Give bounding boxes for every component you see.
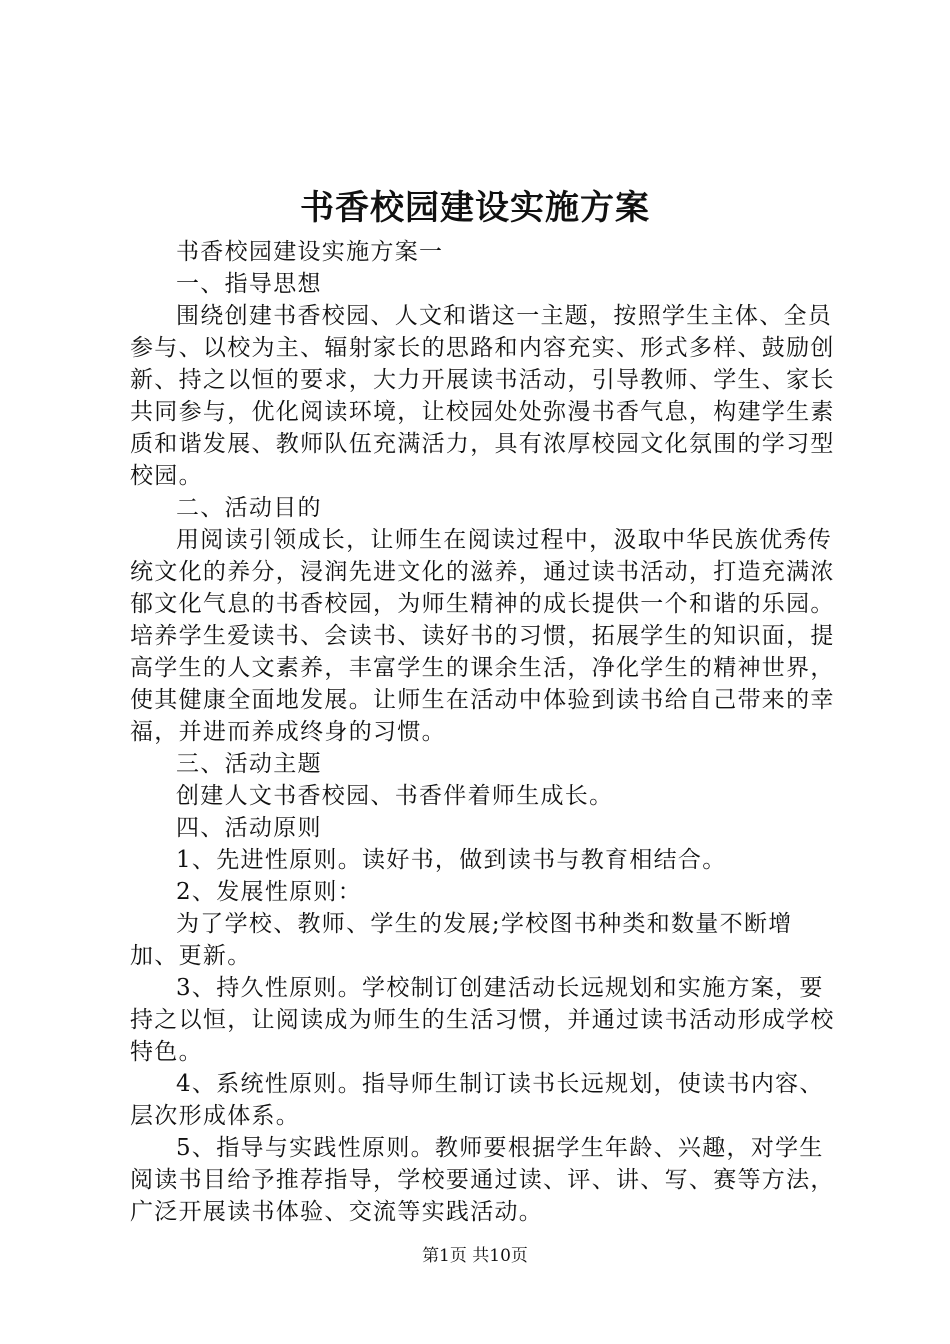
document-body [130,236,840,1228]
section-heading: 四、活动原则 [176,815,322,841]
principle-item: 1、先进性原则。读好书，做到读书与教育相结合。 [176,847,727,873]
principle-item: 3、持久性原则。学校制订创建活动长远规划和实施方案，要持之以恒，让阅读成为师生的生活习惯，并通过读书活动形成学校特色。 [130,975,835,1065]
principle-item: 2、发展性原则： [176,879,363,905]
section-heading: 二、活动目的 [176,495,322,521]
body-paragraph: 用阅读引领成长，让师生在阅读过程中，汲取中华民族优秀传统文化的养分，浸润先进文化的滋养，通过读书活动，打造充满浓郁文化气息的书香校园，为师生精神的成长提供一个和谐的乐园。培养学生爱读书、会读书、读好书的习惯，拓展学生的知识面，提高学生的人文素养，丰富学生的课余生活，净化学生的精神世界，使其健康全面地发展。让师生在活动中体验到读书给自己带来的幸福，并进而养成终身的习惯。 [130,527,835,745]
section-heading: 三、活动主题 [176,751,322,777]
document-title: 书香校园建设实施方案 [300,188,650,228]
body-paragraph: 创建人文书香校园、书香伴着师生成长。 [176,783,614,809]
principle-item: 4、系统性原则。指导师生制订读书长远规划，使读书内容、层次形成体系。 [130,1071,824,1129]
principle-item: 5、指导与实践性原则。教师要根据学生年龄、兴趣，对学生阅读书目给予推荐指导，学校要通过读、评、讲、写、赛等方法，广泛开展读书体验、交流等实践活动。 [130,1135,835,1225]
body-paragraph: 为了学校、教师、学生的发展;学校图书种类和数量不断增加、更新。 [130,911,793,969]
section-heading: 一、指导思想 [176,271,322,297]
body-paragraph: 围绕创建书香校园、人文和谐这一主题，按照学生主体、全员参与、以校为主、辐射家长的思路和内容充实、形式多样、鼓励创新、持之以恒的要求，大力开展读书活动，引导教师、学生、家长共同参与，优化阅读环境，让校园处处弥漫书香气息，构建学生素质和谐发展、教师队伍充满活力，具有浓厚校园文化氛围的学习型校园。 [130,303,835,489]
page-number: 第1页 共10页 [422,1246,528,1266]
subtitle-paragraph: 书香校园建设实施方案一 [176,239,444,265]
